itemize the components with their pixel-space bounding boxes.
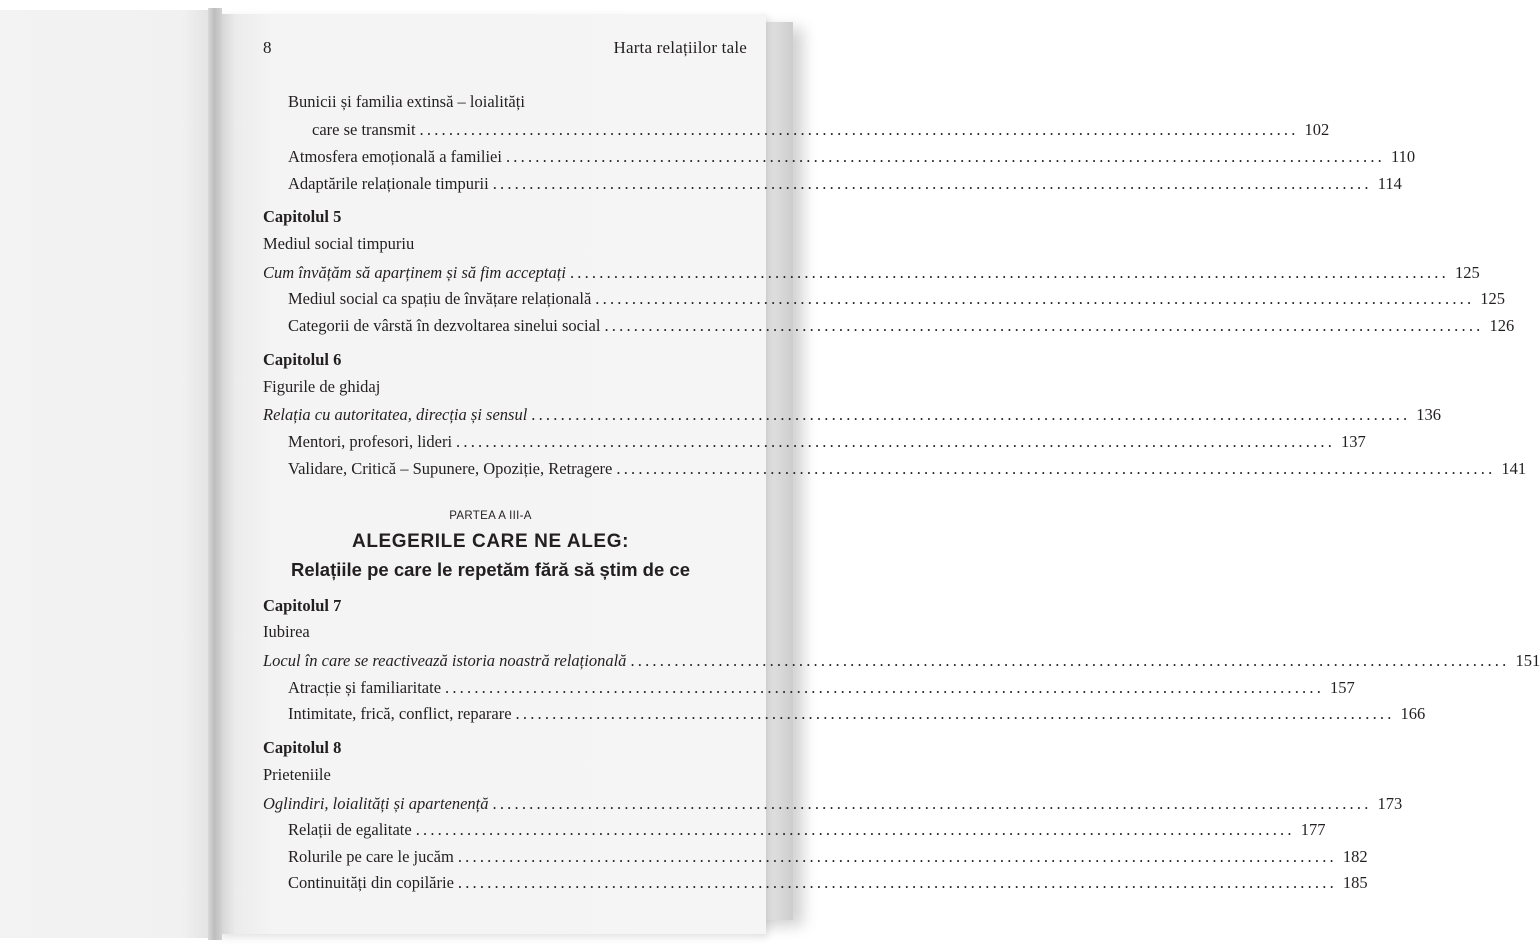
leader-dots: ........................................................................................................................: [457, 847, 1337, 866]
toc-entry-page: 102: [1304, 120, 1330, 139]
toc-entry-page: 114: [1377, 174, 1402, 193]
toc-entry-title: Atmosfera emoțională a familiei: [288, 147, 502, 166]
leader-dots: ........................................................................................................................: [531, 405, 1411, 424]
leader-dots: ........................................................................................................................: [595, 289, 1475, 308]
chapter-subtitle-entry: [263, 792, 1403, 814]
toc-entry: [288, 287, 1506, 309]
toc-entry-title: Mentori, profesori, lideri: [288, 432, 453, 451]
toc-entry: [288, 702, 1426, 724]
leader-dots: ........................................................................................................................: [505, 147, 1385, 166]
toc-entry: [288, 172, 1402, 194]
chapter-label: Capitolul 7: [263, 596, 342, 615]
chapter-subtitle: Cum învățăm să aparținem și să fim acceptați: [263, 263, 566, 282]
chapter-label: Capitolul 5: [263, 207, 342, 226]
leader-dots: ........................................................................................................................: [604, 316, 1484, 335]
leader-dots: ........................................................................................................................: [492, 794, 1372, 813]
toc-entry-page: 141: [1501, 459, 1527, 478]
part-label: PARTEA A III-A: [449, 510, 532, 522]
toc-entry: [288, 818, 1326, 840]
toc-entry-title: Relații de egalitate: [288, 820, 412, 839]
chapter-title: Iubirea: [263, 622, 310, 641]
leader-dots: ........................................................................................................................: [492, 174, 1372, 193]
toc-entry-page: 173: [1377, 794, 1403, 813]
toc-entry-page: 182: [1342, 847, 1368, 866]
toc-entry-title: Categorii de vârstă în dezvoltarea sinelui social: [288, 316, 601, 335]
chapter-subtitle-entry: [263, 403, 1442, 425]
toc-entry-page: 137: [1341, 432, 1366, 451]
toc-entry: [288, 430, 1366, 452]
toc-entry: [312, 118, 1330, 140]
chapter-subtitle-entry: [263, 261, 1480, 283]
toc-entry-title: care se transmit: [312, 120, 416, 139]
chapter-subtitle: Locul în care se reactivează istoria noastră relațională: [263, 651, 627, 670]
toc-entry: [288, 871, 1368, 893]
toc-entry-page: 157: [1330, 678, 1355, 697]
chapter-label: Capitolul 6: [263, 350, 342, 369]
part-title: ALEGERILE CARE NE ALEG:: [352, 531, 629, 552]
toc-entry-page: 136: [1416, 405, 1442, 424]
toc-entry: [288, 145, 1416, 167]
toc-entry-title: Rolurile pe care le jucăm: [288, 847, 454, 866]
chapter-subtitle: Oglindiri, loialități și apartenență: [263, 794, 489, 813]
toc-entry-title: Intimitate, frică, conflict, reparare: [288, 704, 512, 723]
leader-dots: ........................................................................................................................: [415, 820, 1295, 839]
toc-entry-title: Validare, Critică – Supunere, Opoziție, Retragere: [288, 459, 613, 478]
toc-entry-page: 126: [1489, 316, 1515, 335]
chapter-subtitle: Relația cu autoritatea, direcția și sensul: [263, 405, 528, 424]
toc-entry-line1: Bunicii și familia extinsă – loialități: [288, 92, 525, 111]
chapter-title: Prieteniile: [263, 765, 331, 784]
chapter-label: Capitolul 8: [263, 738, 342, 757]
leader-dots: ........................................................................................................................: [515, 704, 1395, 723]
toc-entry-page: 166: [1400, 704, 1426, 723]
part-subtitle: Relațiile pe care le repetăm fără să știm de ce: [291, 559, 690, 580]
toc-entry-title: Adaptările relaționale timpurii: [288, 174, 489, 193]
toc-entry-page: 110: [1390, 147, 1416, 166]
chapter-subtitle-entry: [263, 649, 1540, 671]
book-gutter: [208, 8, 222, 940]
left-page: [0, 10, 214, 938]
toc-entry-title: Atracție și familiaritate: [288, 678, 442, 697]
leader-dots: ........................................................................................................................: [457, 873, 1337, 892]
leader-dots: ........................................................................................................................: [569, 263, 1449, 282]
toc-entry: [288, 845, 1368, 867]
toc-entry-title: Continuități din copilărie: [288, 873, 454, 892]
page-number: 8: [263, 38, 272, 57]
leader-dots: ........................................................................................................................: [445, 678, 1325, 697]
chapter-title: Figurile de ghidaj: [263, 377, 381, 396]
toc-entry-page: 185: [1342, 873, 1368, 892]
toc-entry-page: 177: [1300, 820, 1326, 839]
leader-dots: ........................................................................................................................: [419, 120, 1299, 139]
toc-entry: [288, 676, 1355, 698]
toc-entry-title: Mediul social ca spațiu de învățare relațională: [288, 289, 592, 308]
leader-dots: ........................................................................................................................: [616, 459, 1496, 478]
chapter-title: Mediul social timpuriu: [263, 234, 415, 253]
toc-entry-page: 125: [1454, 263, 1480, 282]
leader-dots: ........................................................................................................................: [630, 651, 1510, 670]
toc-entry: [288, 457, 1527, 479]
toc-entry: [288, 314, 1515, 336]
toc-entry-page: 125: [1480, 289, 1506, 308]
leader-dots: ........................................................................................................................: [456, 432, 1336, 451]
toc-entry-page: 151: [1515, 651, 1540, 670]
running-title: Harta relațiilor tale: [613, 38, 747, 57]
